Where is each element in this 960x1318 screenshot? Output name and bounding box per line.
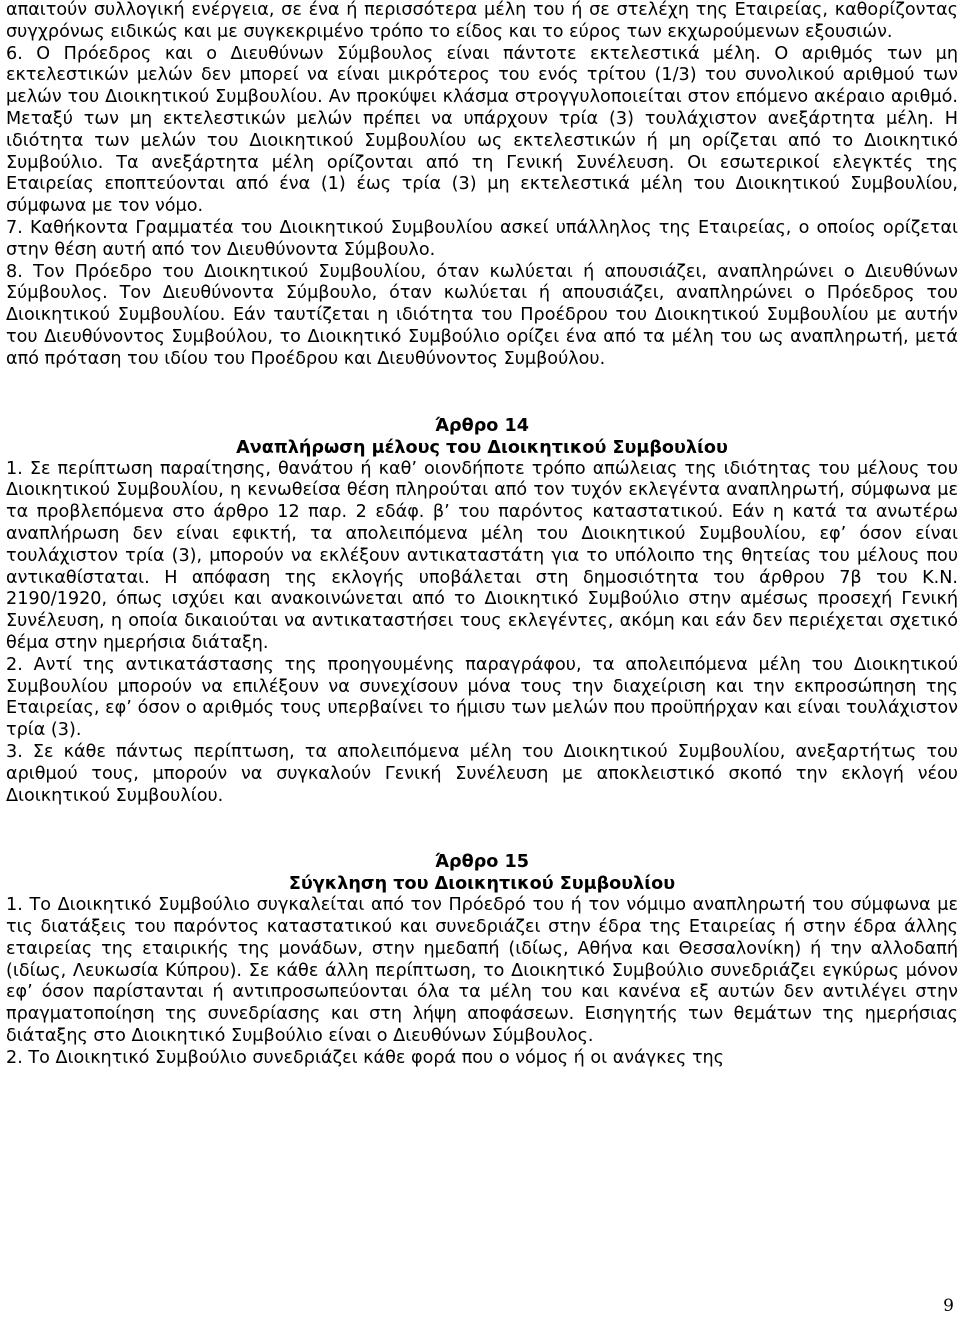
section-spacer: [6, 371, 958, 415]
page-number: 9: [943, 1296, 954, 1316]
section-spacer: [6, 807, 958, 851]
article-14-paragraph-3: 3. Σε κάθε πάντως περίπτωση, τα απολειπόμενα μέλη του Διοικητικού Συμβουλίου, ανεξαρτήτως του αριθμού τους, μπορούν να συγκαλούν Γενική Συνέλευση με αποκλειστικό σκοπό την εκλογή νέου Διοικητικού Συμβουλίου.: [6, 741, 958, 806]
article-15-paragraph-1: 1. Το Διοικητικό Συμβούλιο συγκαλείται από τον Πρόεδρό του ή τον νόμιμο αναπληρωτή του σύμφωνα με τις διατάξεις του παρόντος καταστατικού και συνεδριάζει στην έδρα της Εταιρείας ή στην έδρα άλλης εταιρείας της εταιρικής της μονάδων, στην ημεδαπή (ιδίως, Αθήνα και Θεσσαλονίκη) ή την αλλοδαπή (ιδίως, Λευκωσία Κύπρου). Σε κάθε άλλη περίπτωση, το Διοικητικό Συμβούλιο συνεδριάζει εγκύρως μόνον εφ’ όσον παρίστανται ή αντιπροσωπεύονται όλα τα μέλη του και κανένα εξ αυτών δεν αντιλέγει στην πραγματοποίηση της συνεδρίασης και στη λήψη αποφάσεων. Εισηγητής των θεμάτων της ημερήσιας διάταξης στο Διοικητικό Συμβούλιο είναι ο Διευθύνων Σύμβουλος.: [6, 895, 958, 1047]
paragraph-8: 8. Τον Πρόεδρο του Διοικητικού Συμβουλίου, όταν κωλύεται ή απουσιάζει, αναπληρώνει ο Διευθύνων Σύμβουλος. Τον Διευθύνοντα Σύμβουλο, όταν κωλύεται ή απουσιάζει, αναπληρώνει ο Πρόεδρος του Διοικητικού Συμβουλίου. Εάν ταυτίζεται η ιδιότητα του Προέδρου του Διοικητικού Συμβουλίου με αυτήν του Διευθύνοντος Συμβούλου, το Διοικητικό Συμβούλιο ορίζει ένα από τα μέλη του ως αναπληρωτή, μετά από πρόταση του ιδίου του Προέδρου και Διευθύνοντος Συμβούλου.: [6, 261, 958, 369]
paragraph-7: 7. Καθήκοντα Γραμματέα του Διοικητικού Συμβουλίου ασκεί υπάλληλος της Εταιρείας, ο οποίος ορίζεται στην θέση αυτή από τον Διευθύνοντα Σύμβουλο.: [6, 217, 958, 260]
article-14-paragraph-2: 2. Αντί της αντικατάστασης της προηγουμένης παραγράφου, τα απολειπόμενα μέλη του Διοικητικού Συμβουλίου μπορούν να επιλέξουν να συνεχίσουν μόνα τους την διαχείριση και την εκπροσώπηση της Εταιρείας, εφ’ όσον ο αριθμός τους υπερβαίνει το ήμισυ των μελών που προϋπήρχαν και είναι τουλάχιστον τρία (3).: [6, 654, 958, 741]
document-page: [6, 0, 958, 1070]
article-15-paragraph-2: 2. Το Διοικητικό Συμβούλιο συνεδριάζει κάθε φορά που ο νόμος ή οι ανάγκες της: [6, 1047, 725, 1068]
article-15-title: Σύγκληση του Διοικητικού Συμβουλίου: [288, 874, 676, 895]
continuation-paragraph: απαιτούν συλλογική ενέργεια, σε ένα ή περισσότερα μέλη του ή σε στελέχη της Εταιρείας, καθορίζοντας συγχρόνως ειδικώς και με συγκεκριμένο τρόπο το είδος και το εύρος των εκχωρούμενων εξουσιών.: [6, 0, 958, 42]
article-14-paragraph-1: 1. Σε περίπτωση παραίτησης, θανάτου ή καθ’ οιονδήποτε τρόπο απώλειας της ιδιότητας του μέλους του Διοικητικού Συμβουλίου, η κενωθείσα θέση πληρούται από τον τυχόν εκλεγέντα αναπληρωτή, σύμφωνα με τα προβλεπόμενα στο άρθρο 12 παρ. 2 εδάφ. β’ του παρόντος καταστατικού. Εάν η κατά τα ανωτέρω αναπλήρωση δεν είναι εφικτή, τα απολειπόμενα μέλη του Διοικητικού Συμβουλίου, εφ’ όσον είναι τουλάχιστον τρία (3), μπορούν να εκλέξουν αντικαταστάτη για το υπόλοιπο της θητείας του μέλους που αντικαθίσταται. Η απόφαση της εκλογής υποβάλεται στη δημοσιότητα του άρθρου 7β του Κ.Ν. 2190/1920, όπως ισχύει και ανακοινώνεται από το Διοικητικό Συμβούλιο στην αμέσως προσεχή Γενική Συνέλευση, η οποία δικαιούται να αντικαταστήσει τους εκλεγέντες, ακόμη και εάν δεν περιέχεται σχετικό θέμα στην ημερήσια διάταξη.: [6, 458, 958, 653]
article-14-title: Αναπλήρωση μέλους του Διοικητικού Συμβουλίου: [236, 437, 728, 458]
article-15-number: Άρθρο 15: [435, 852, 529, 873]
article-14-number: Άρθρο 14: [435, 415, 529, 436]
paragraph-6: 6. Ο Πρόεδρος και ο Διευθύνων Σύμβουλος είναι πάντοτε εκτελεστικά μέλη. Ο αριθμός των μη εκτελεστικών μελών δεν μπορεί να είναι μικρότερος του ενός τρίτου (1/3) του συνολικού αριθμού των μελών του Διοικητικού Συμβουλίου. Αν προκύψει κλάσμα στρογγυλοποιείται στον επόμενο ακέραιο αριθμό. Μεταξύ των μη εκτελεστικών μελών πρέπει να υπάρχουν τρία (3) τουλάχιστον ανεξάρτητα μέλη. Η ιδιότητα των μελών του Διοικητικού Συμβουλίου ως εκτελεστικών ή μη ορίζεται από το Διοικητικό Συμβούλιο. Τα ανεξάρτητα μέλη ορίζονται από τη Γενική Συνέλευση. Οι εσωτερικοί ελεγκτές της Εταιρείας εποπτεύονται από ένα (1) έως τρία (3) μη εκτελεστικά μέλη του Διοικητικού Συμβουλίου, σύμφωνα με τον νόμο.: [6, 43, 958, 217]
